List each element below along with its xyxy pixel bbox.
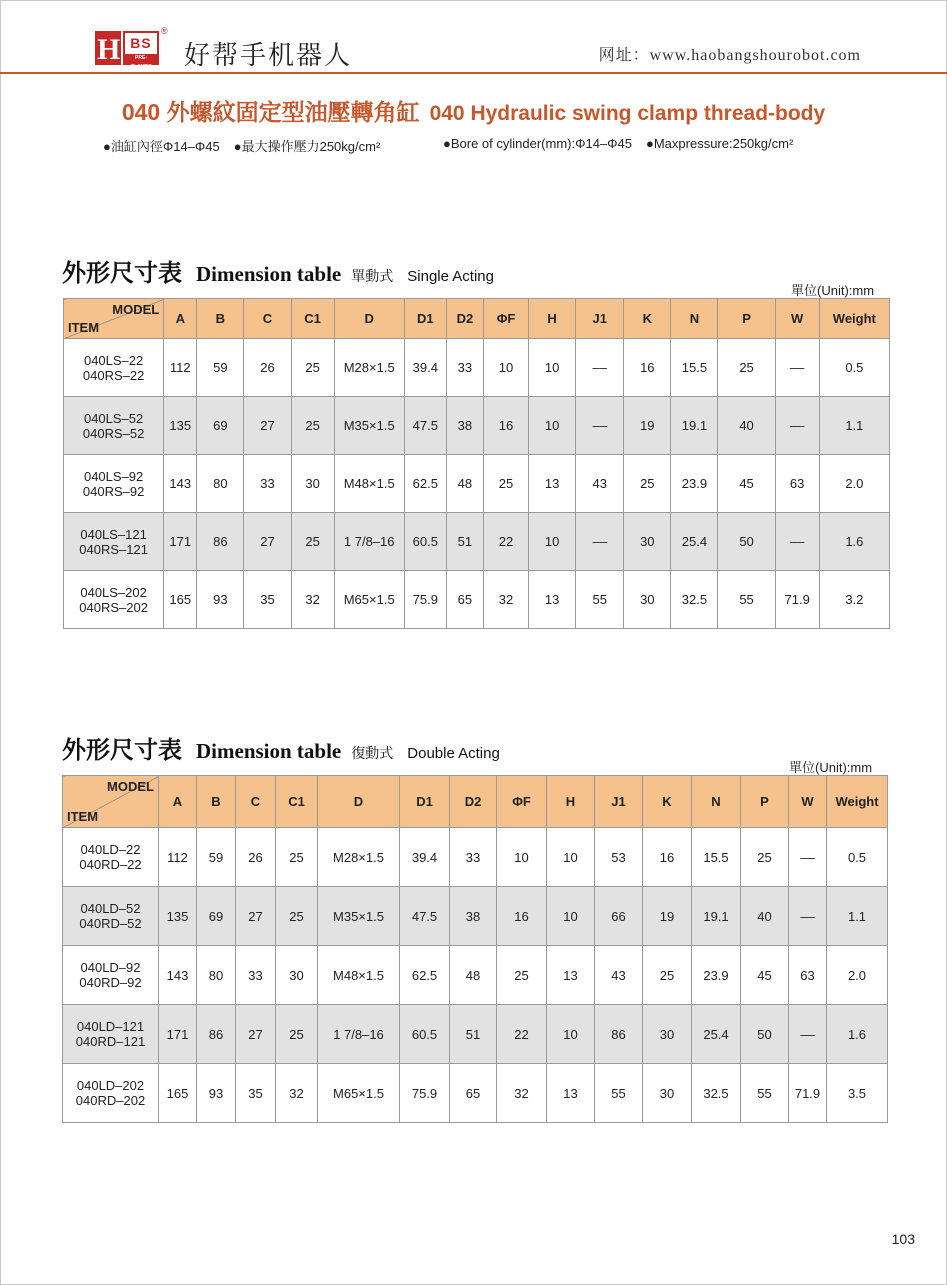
value-cell: 19.1 <box>671 397 718 455</box>
value-cell: 93 <box>197 1064 236 1123</box>
value-cell: 62.5 <box>400 946 450 1005</box>
model-right: 040RD–121 <box>75 1034 146 1049</box>
value-cell: 86 <box>197 1005 236 1064</box>
model-right: 040RS–202 <box>79 599 148 615</box>
value-cell: 32.5 <box>671 571 718 629</box>
value-cell: 13 <box>529 455 576 513</box>
registered-mark: ® <box>161 26 168 36</box>
value-cell: 2.0 <box>827 946 888 1005</box>
model-cell <box>63 1064 159 1123</box>
model-left: 040LD–92 <box>80 960 141 975</box>
value-cell: 25 <box>718 339 775 397</box>
value-cell: –– <box>789 828 827 887</box>
brand-name: 好帮手机器人 <box>184 41 353 71</box>
column-header: D1 <box>404 299 446 339</box>
value-cell: 30 <box>643 1005 692 1064</box>
value-cell: 71.9 <box>789 1064 827 1123</box>
table-row <box>64 513 890 571</box>
item-label: ITEM <box>68 320 100 335</box>
value-cell: 15.5 <box>671 339 718 397</box>
value-cell: 51 <box>446 513 483 571</box>
column-header: D2 <box>446 299 483 339</box>
value-cell: 62.5 <box>404 455 446 513</box>
value-cell: 112 <box>159 828 197 887</box>
value-cell: 25.4 <box>692 1005 741 1064</box>
website-url: 网址：www.haobangshourobot.com <box>598 47 861 64</box>
column-header: K <box>624 299 671 339</box>
value-cell: 60.5 <box>404 513 446 571</box>
model-left: 040LD–202 <box>76 1078 145 1093</box>
value-cell: 55 <box>718 571 775 629</box>
model-cell <box>63 1005 159 1064</box>
value-cell: 27 <box>244 513 291 571</box>
value-cell: 1.6 <box>827 1005 888 1064</box>
value-cell: 10 <box>529 513 576 571</box>
value-cell: 171 <box>164 513 197 571</box>
value-cell: 32 <box>483 571 528 629</box>
value-cell: –– <box>775 513 819 571</box>
value-cell: M48×1.5 <box>334 455 404 513</box>
value-cell: 50 <box>718 513 775 571</box>
model-cell <box>64 513 164 571</box>
specs-en <box>443 136 807 151</box>
value-cell: 93 <box>197 571 244 629</box>
value-cell: 1.1 <box>819 397 889 455</box>
value-cell: 25 <box>291 339 334 397</box>
spec-pressure-cn: ●最大操作壓力250kg/cm² <box>233 139 381 154</box>
model-right: 040RD–52 <box>79 916 142 931</box>
value-cell: 43 <box>595 946 643 1005</box>
table-row <box>63 1064 888 1123</box>
acting-type-en: Double Acting <box>407 745 500 762</box>
column-header: D <box>318 776 400 828</box>
value-cell: 3.5 <box>827 1064 888 1123</box>
value-cell: 25 <box>291 513 334 571</box>
value-cell: 23.9 <box>692 946 741 1005</box>
model-right: 040RD–92 <box>79 975 142 990</box>
header-divider <box>0 72 947 74</box>
value-cell: 60.5 <box>400 1005 450 1064</box>
model-left: 040LS–52 <box>83 410 144 426</box>
model-left: 040LD–121 <box>76 1019 145 1034</box>
page-title <box>0 94 947 127</box>
column-header: J1 <box>576 299 624 339</box>
value-cell: 33 <box>446 339 483 397</box>
value-cell: 143 <box>164 455 197 513</box>
single-acting-heading <box>62 253 494 288</box>
value-cell: 135 <box>164 397 197 455</box>
value-cell: 35 <box>244 571 291 629</box>
value-cell: 13 <box>547 1064 595 1123</box>
value-cell: –– <box>576 513 624 571</box>
value-cell: 32 <box>276 1064 318 1123</box>
heading-en: Dimension table <box>196 262 342 286</box>
value-cell: 25 <box>483 455 528 513</box>
value-cell: 19 <box>643 887 692 946</box>
column-header: W <box>789 776 827 828</box>
table-row <box>64 571 890 629</box>
value-cell: 63 <box>789 946 827 1005</box>
value-cell: 13 <box>529 571 576 629</box>
heading-en: Dimension table <box>196 739 342 763</box>
value-cell: 86 <box>197 513 244 571</box>
table-row <box>63 946 888 1005</box>
value-cell: M28×1.5 <box>318 828 400 887</box>
value-cell: 33 <box>236 946 276 1005</box>
value-cell: 25 <box>276 887 318 946</box>
model-left: 040LS–22 <box>83 352 144 368</box>
value-cell: 19.1 <box>692 887 741 946</box>
value-cell: 112 <box>164 339 197 397</box>
value-cell: 39.4 <box>404 339 446 397</box>
column-header: C <box>236 776 276 828</box>
value-cell: 25 <box>643 946 692 1005</box>
value-cell: 40 <box>718 397 775 455</box>
logo-subtitle: PRE-CLAMPS <box>125 54 157 63</box>
value-cell: 165 <box>159 1064 197 1123</box>
value-cell: 38 <box>450 887 497 946</box>
heading-cn: 外形尺寸表 <box>62 258 182 287</box>
value-cell: –– <box>789 1005 827 1064</box>
column-header: N <box>692 776 741 828</box>
value-cell: 65 <box>450 1064 497 1123</box>
value-cell: M35×1.5 <box>334 397 404 455</box>
value-cell: 33 <box>450 828 497 887</box>
value-cell: 45 <box>718 455 775 513</box>
value-cell: 32 <box>497 1064 547 1123</box>
acting-type-cn: 單動式 <box>351 268 394 284</box>
value-cell: 27 <box>236 1005 276 1064</box>
column-header: H <box>547 776 595 828</box>
acting-type-en: Single Acting <box>407 268 494 285</box>
table-row <box>64 455 890 513</box>
value-cell: M28×1.5 <box>334 339 404 397</box>
model-cell <box>64 339 164 397</box>
value-cell: 19 <box>624 397 671 455</box>
page-number: 103 <box>891 1231 915 1247</box>
column-header: J1 <box>595 776 643 828</box>
value-cell: 53 <box>595 828 643 887</box>
value-cell: 23.9 <box>671 455 718 513</box>
value-cell: 35 <box>236 1064 276 1123</box>
model-left: 040LD–52 <box>80 901 141 916</box>
model-left: 040LS–202 <box>80 584 147 600</box>
value-cell: 39.4 <box>400 828 450 887</box>
column-header: B <box>197 776 236 828</box>
column-header: D1 <box>400 776 450 828</box>
value-cell: 47.5 <box>400 887 450 946</box>
value-cell: 27 <box>236 887 276 946</box>
value-cell: –– <box>576 397 624 455</box>
heading-cn: 外形尺寸表 <box>62 735 182 764</box>
value-cell: 1.6 <box>819 513 889 571</box>
value-cell: 25 <box>624 455 671 513</box>
model-item-header <box>64 299 164 339</box>
column-header: H <box>529 299 576 339</box>
value-cell: 26 <box>236 828 276 887</box>
value-cell: 16 <box>497 887 547 946</box>
value-cell: 1 7/8–16 <box>334 513 404 571</box>
column-header: D2 <box>450 776 497 828</box>
value-cell: 45 <box>741 946 789 1005</box>
value-cell: 15.5 <box>692 828 741 887</box>
column-header: ΦF <box>483 299 528 339</box>
value-cell: 59 <box>197 339 244 397</box>
value-cell: 55 <box>576 571 624 629</box>
model-right: 040RD–202 <box>75 1093 146 1108</box>
model-cell <box>64 455 164 513</box>
model-right: 040RS–22 <box>82 367 145 383</box>
value-cell: 69 <box>197 887 236 946</box>
item-label: ITEM <box>67 809 99 824</box>
value-cell: 165 <box>164 571 197 629</box>
value-cell: 75.9 <box>400 1064 450 1123</box>
value-cell: 25 <box>276 1005 318 1064</box>
value-cell: 69 <box>197 397 244 455</box>
value-cell: 55 <box>741 1064 789 1123</box>
column-header: C <box>244 299 291 339</box>
value-cell: 30 <box>624 571 671 629</box>
model-right: 040RS–52 <box>82 425 145 441</box>
value-cell: 80 <box>197 455 244 513</box>
value-cell: –– <box>775 339 819 397</box>
unit-label: 單位(Unit):mm <box>791 283 875 298</box>
value-cell: –– <box>775 397 819 455</box>
table-row <box>63 887 888 946</box>
value-cell: 16 <box>483 397 528 455</box>
value-cell: 16 <box>624 339 671 397</box>
value-cell: 13 <box>547 946 595 1005</box>
value-cell: 48 <box>450 946 497 1005</box>
model-cell <box>63 887 159 946</box>
value-cell: M48×1.5 <box>318 946 400 1005</box>
value-cell: 10 <box>483 339 528 397</box>
model-left: 040LS–121 <box>80 526 147 542</box>
model-right: 040RS–121 <box>79 541 148 557</box>
value-cell: –– <box>576 339 624 397</box>
value-cell: 30 <box>624 513 671 571</box>
column-header: D <box>334 299 404 339</box>
value-cell: –– <box>789 887 827 946</box>
table-row <box>63 828 888 887</box>
value-cell: 25 <box>291 397 334 455</box>
title-cn: 040 外螺紋固定型油壓轉角缸 <box>121 99 420 125</box>
value-cell: 30 <box>643 1064 692 1123</box>
hbs-logo <box>95 31 159 70</box>
value-cell: 10 <box>547 887 595 946</box>
column-header: N <box>671 299 718 339</box>
table-row <box>64 397 890 455</box>
value-cell: 25 <box>741 828 789 887</box>
unit-label: 單位(Unit):mm <box>789 760 873 775</box>
specs-cn <box>103 136 394 155</box>
logo-text: BS <box>130 35 152 51</box>
column-header: K <box>643 776 692 828</box>
value-cell: 51 <box>450 1005 497 1064</box>
title-en: 040 Hydraulic swing clamp thread-body <box>429 102 826 125</box>
value-cell: 30 <box>276 946 318 1005</box>
value-cell: 40 <box>741 887 789 946</box>
value-cell: 22 <box>497 1005 547 1064</box>
column-header: B <box>197 299 244 339</box>
column-header: W <box>775 299 819 339</box>
value-cell: 1 7/8–16 <box>318 1005 400 1064</box>
value-cell: 10 <box>497 828 547 887</box>
double-acting-table <box>62 775 888 1123</box>
value-cell: M65×1.5 <box>334 571 404 629</box>
value-cell: 75.9 <box>404 571 446 629</box>
value-cell: M65×1.5 <box>318 1064 400 1123</box>
value-cell: 32 <box>291 571 334 629</box>
model-left: 040LS–92 <box>83 468 144 484</box>
value-cell: 32.5 <box>692 1064 741 1123</box>
column-header: Weight <box>827 776 888 828</box>
model-label: MODEL <box>112 302 160 317</box>
column-header: ΦF <box>497 776 547 828</box>
value-cell: 1.1 <box>827 887 888 946</box>
model-left: 040LD–22 <box>80 842 141 857</box>
value-cell: 71.9 <box>775 571 819 629</box>
column-header: C1 <box>276 776 318 828</box>
value-cell: 63 <box>775 455 819 513</box>
model-right: 040RD–22 <box>79 857 142 872</box>
value-cell: 27 <box>244 397 291 455</box>
single-acting-table <box>63 298 890 629</box>
table-row <box>64 339 890 397</box>
value-cell: 10 <box>529 339 576 397</box>
value-cell: 171 <box>159 1005 197 1064</box>
column-header: C1 <box>291 299 334 339</box>
value-cell: 10 <box>547 828 595 887</box>
value-cell: 3.2 <box>819 571 889 629</box>
value-cell: 143 <box>159 946 197 1005</box>
logo-mark: H <box>97 33 121 66</box>
value-cell: 26 <box>244 339 291 397</box>
value-cell: 59 <box>197 828 236 887</box>
value-cell: 30 <box>291 455 334 513</box>
model-item-header <box>63 776 159 828</box>
model-label: MODEL <box>107 779 154 794</box>
column-header: P <box>741 776 789 828</box>
table-row <box>63 1005 888 1064</box>
value-cell: 47.5 <box>404 397 446 455</box>
value-cell: 66 <box>595 887 643 946</box>
value-cell: 33 <box>244 455 291 513</box>
value-cell: 2.0 <box>819 455 889 513</box>
value-cell: 25 <box>276 828 318 887</box>
value-cell: 50 <box>741 1005 789 1064</box>
model-cell <box>63 946 159 1005</box>
value-cell: 38 <box>446 397 483 455</box>
value-cell: 10 <box>529 397 576 455</box>
column-header: P <box>718 299 775 339</box>
value-cell: 0.5 <box>819 339 889 397</box>
value-cell: 80 <box>197 946 236 1005</box>
acting-type-cn: 復動式 <box>351 745 394 761</box>
value-cell: M35×1.5 <box>318 887 400 946</box>
double-acting-heading <box>62 730 500 765</box>
model-cell <box>64 397 164 455</box>
value-cell: 43 <box>576 455 624 513</box>
value-cell: 16 <box>643 828 692 887</box>
value-cell: 22 <box>483 513 528 571</box>
spec-bore-cn: ●油缸內徑Φ14–Φ45 <box>103 139 220 154</box>
value-cell: 0.5 <box>827 828 888 887</box>
model-right: 040RS–92 <box>82 483 145 499</box>
value-cell: 55 <box>595 1064 643 1123</box>
value-cell: 48 <box>446 455 483 513</box>
value-cell: 25 <box>497 946 547 1005</box>
column-header: A <box>159 776 197 828</box>
value-cell: 25.4 <box>671 513 718 571</box>
column-header: A <box>164 299 197 339</box>
model-cell <box>63 828 159 887</box>
spec-bore-en: ●Bore of cylinder(mm):Φ14–Φ45 <box>443 136 632 151</box>
value-cell: 10 <box>547 1005 595 1064</box>
value-cell: 65 <box>446 571 483 629</box>
value-cell: 86 <box>595 1005 643 1064</box>
model-cell <box>64 571 164 629</box>
spec-pressure-en: ●Maxpressure:250kg/cm² <box>646 136 794 151</box>
value-cell: 135 <box>159 887 197 946</box>
column-header: Weight <box>819 299 889 339</box>
